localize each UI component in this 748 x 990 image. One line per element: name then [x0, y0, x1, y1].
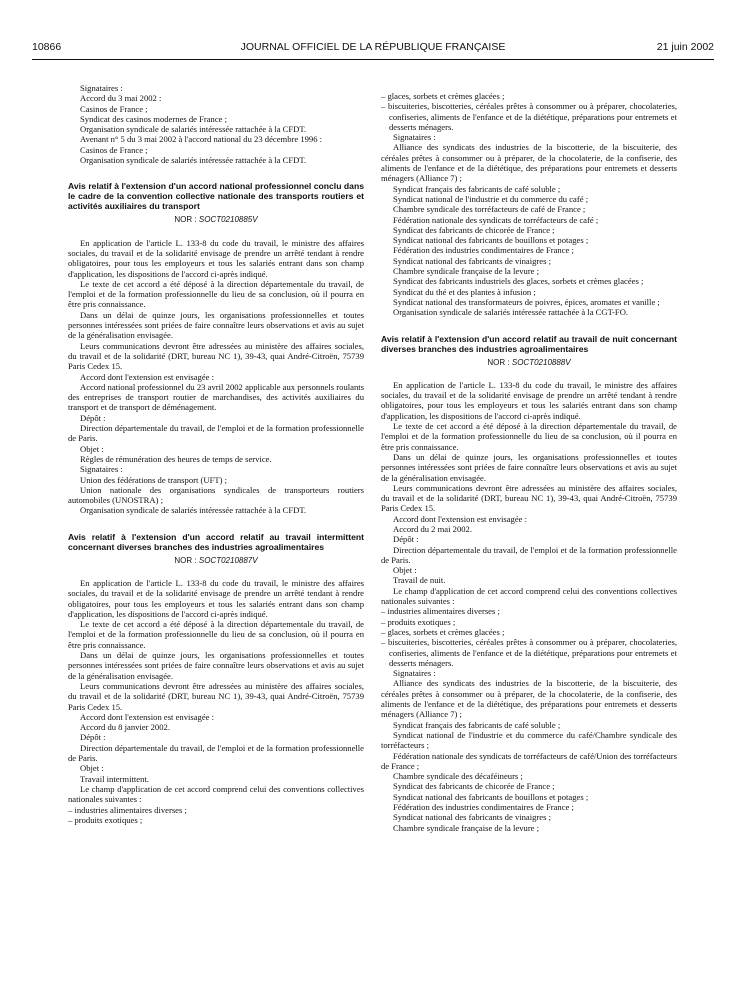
paragraph: Le texte de cet accord a été déposé à la direction départementale du travail, de l'emploi et de la formation professionnelle du lieu de sa conclusion, où il pourra en être pris connaissance. [68, 619, 364, 650]
paragraph: Avenant n° 5 du 3 mai 2002 à l'accord national du 23 décembre 1996 : [80, 134, 323, 145]
list-item: – biscuiteries, biscotteries, céréales prêtes à consommer ou à préparer, chocolateries, confiseries, aliments de l'enfance et de la diététique, préparations pour entremets et desserts ménagers. [381, 637, 677, 668]
paragraph: Accord du 3 mai 2002 : [80, 93, 162, 104]
nor-label: NOR : [487, 357, 510, 367]
paragraph: Casinos de France ; [80, 103, 148, 114]
list-item: – industries alimentaires diverses ; [381, 606, 500, 617]
nor-code: SOCT0210887V [198, 555, 258, 565]
paragraph: Syndicat national des transformateurs de poivres, épices, aromates et vanille ; [393, 296, 660, 307]
section-label: Objet : [80, 443, 104, 454]
list-item: – glaces, sorbets et crèmes glacées ; [381, 91, 505, 101]
paragraph: Syndicat français des fabricants de café soluble ; [393, 183, 561, 194]
paragraph: Accord national professionnel du 23 avril 2002 applicable aux personnels roulants des entreprises de transport routier de marchandises, des activités auxiliaires du transport et de transport de déménagement. [68, 381, 364, 413]
paragraph: Accord du 2 mai 2002. [393, 523, 472, 534]
section-label: Dépôt : [80, 412, 106, 423]
header-rule [32, 59, 714, 60]
paragraph: Fédération nationale des syndicats de torréfacteurs de café ; [393, 214, 599, 225]
nor-code: SOCT0210885V [198, 215, 258, 225]
paragraph: Organisation syndicale de salariés intéressée rattachée à la CFDT. [80, 124, 307, 135]
paragraph: Syndicat français des fabricants de café soluble ; [393, 719, 561, 730]
paragraph: Le champ d'application de cet accord comprend celui des conventions collectives nationales suivantes : [381, 585, 677, 607]
paragraph: Direction départementale du travail, de l'emploi et de la formation professionnelle de Paris. [68, 742, 364, 764]
paragraph: En application de l'article L. 133-8 du code du travail, le ministre des affaires sociales, du travail et de la solidarité envisage de prendre un arrêté tendant à rendre obligatoires, pour tous les employeurs et tous les salariés entrant dans son champ d'application, les dispositions de l'accord ci-après indiqué. [68, 237, 364, 279]
paragraph: En application de l'article L. 133-8 du code du travail, le ministre des affaires sociales, du travail et de la solidarité envisage de prendre un arrêté tendant à rendre obligatoires, pour tous les employeurs et tous les salariés entrant dans son champ d'application, les dispositions de l'accord ci-après indiqué. [381, 379, 677, 421]
notice-title: Avis relatif à l'extension d'un accord national professionnel conclu dans le cadre de la convention collective nationale des transports routiers et activités auxiliaires du transport [68, 181, 364, 212]
paragraph: Le champ d'application de cet accord comprend celui des conventions collectives nationales suivantes : [68, 783, 364, 805]
paragraph: Règles de rémunération des heures de temps de service. [80, 453, 272, 464]
nor-label: NOR : [174, 215, 197, 225]
paragraph: Le texte de cet accord a été déposé à la direction départementale du travail, de l'emploi et de la formation professionnelle du lieu de sa conclusion, où il pourra en être pris connaissance. [68, 278, 364, 310]
list-item: – biscuiteries, biscotteries, céréales prêtes à consommer ou à préparer, chocolateries, confiseries, aliments de l'enfance et de la diététique, préparations pour entremets et desserts ménagers. [381, 101, 677, 132]
section-label: Accord dont l'extension est envisagée : [80, 371, 214, 382]
paragraph: Alliance des syndicats des industries de la biscotterie, de la biscuiterie, des céréales prêtes à consommer ou à préparer, de la chocolaterie, de la confiserie, des aliments de l'enfance et de la diététique, des préparations pour entremets et desserts ménagers (Alliance 7) ; [381, 142, 677, 184]
paragraph: Signataires : [80, 83, 123, 93]
paragraph: Syndicat des casinos modernes de France ; [80, 113, 228, 124]
issue-date: 21 juin 2002 [656, 41, 714, 53]
paragraph: Organisation syndicale de salariés intéressée rattachée à la CFDT. [80, 505, 307, 516]
paragraph: Syndicat des fabricants de chicorée de France ; [393, 224, 555, 235]
paragraph: Organisation syndicale de salariés intéressée rattachée à la CGT-FO. [393, 307, 629, 318]
paragraph: Syndicat du thé et des plantes à infusion ; [393, 286, 536, 297]
list-item: – produits exotiques ; [381, 616, 456, 627]
list-item: – industries alimentaires diverses ; [68, 804, 187, 815]
paragraph: Syndicat des fabricants industriels des glaces, sorbets et crèmes glacées ; [393, 276, 644, 287]
convention-list [381, 606, 677, 668]
paragraph: Union des fédérations de transport (UFT) ; [80, 474, 228, 485]
paragraph: Syndicat national de l'industrie et du commerce du café/Chambre syndicale des torréfacteurs ; [381, 729, 677, 751]
paragraph: Travail intermittent. [80, 773, 149, 784]
signatories-block [68, 83, 364, 165]
page-header [32, 41, 714, 57]
section-label: Signataires : [393, 668, 436, 679]
convention-list [381, 91, 677, 132]
nor-reference [381, 358, 677, 368]
nor-label: NOR : [174, 555, 197, 565]
paragraph: Chambre syndicale française de la levure ; [393, 822, 540, 833]
section-label: Accord dont l'extension est envisagée : [393, 513, 527, 524]
journal-title: JOURNAL OFFICIEL DE LA RÉPUBLIQUE FRANÇAISE [240, 41, 506, 53]
paragraph: Syndicat des fabricants de chicorée de France ; [393, 781, 555, 792]
paragraph: Dans un délai de quinze jours, les organisations professionnelles et toutes personnes intéressées sont priées de faire connaître leurs observations et avis au sujet de la généralisation envisagée. [68, 309, 364, 341]
paragraph: Chambre syndicale des torréfacteurs de café de France ; [393, 204, 586, 215]
list-item: – produits exotiques ; [68, 814, 143, 825]
section-label: Signataires : [80, 464, 123, 475]
paragraph: Casinos de France ; [80, 144, 148, 155]
section-label: Signataires : [393, 132, 436, 143]
paragraph: Fédération nationale des syndicats de torréfacteurs de café/Union des torréfacteurs de France ; [381, 750, 677, 771]
paragraph: Union nationale des organisations syndicales de transporteurs routiers automobiles (UNOSTRA) ; [68, 484, 364, 506]
section-label: Accord dont l'extension est envisagée : [80, 711, 214, 722]
paragraph: Chambre syndicale des décaféineurs ; [393, 771, 523, 782]
paragraph: Leurs communications devront être adressées au ministère des affaires sociales, du travail et de la solidarité (DRT, bureau NC 1), 39-43, quai André-Citroën, 75739 Paris Cedex 15. [68, 340, 364, 372]
paragraph: Travail de nuit. [393, 575, 446, 586]
right-column [381, 91, 677, 833]
paragraph: Leurs communications devront être adressées au ministère des affaires sociales, du travail et de la solidarité (DRT, bureau NC 1), 39-43, quai André-Citroën, 75739 Paris Cedex 15. [381, 482, 677, 514]
paragraph: Accord du 8 janvier 2002. [80, 722, 170, 733]
paragraph: Syndicat national des fabricants de bouillons et potages ; [393, 791, 589, 802]
paragraph: Leurs communications devront être adressées au ministère des affaires sociales, du travail et de la solidarité (DRT, bureau NC 1), 39-43, quai André-Citroën, 75739 Paris Cedex 15. [68, 680, 364, 712]
convention-list [68, 805, 364, 826]
paragraph: Fédération des industries condimentaires de France ; [393, 245, 574, 256]
notice-title: Avis relatif à l'extension d'un accord relatif au travail de nuit concernant diverses branches des industries agroalimentaires [381, 333, 677, 354]
paragraph: Chambre syndicale française de la levure ; [393, 266, 540, 277]
paragraph: Syndicat national des fabricants de vinaigres ; [393, 255, 551, 266]
paragraph: Dans un délai de quinze jours, les organisations professionnelles et toutes personnes intéressées sont priées de faire connaître leurs observations et avis au sujet de la généralisation envisagée. [68, 650, 364, 681]
paragraph: Organisation syndicale de salariés intéressée rattachée à la CFDT. [80, 155, 307, 166]
section-label: Dépôt : [393, 534, 419, 545]
paragraph: Dans un délai de quinze jours, les organisations professionnelles et toutes personnes intéressées sont priées de faire connaître leurs observations et avis au sujet de la généralisation envisagée. [381, 451, 677, 483]
notice-title: Avis relatif à l'extension d'un accord relatif au travail intermittent concernant diverses branches des industries agroalimentaires [68, 531, 364, 552]
section-label: Objet : [393, 565, 417, 576]
section-label: Objet : [80, 763, 104, 774]
nor-reference [68, 215, 364, 225]
section-label: Dépôt : [80, 732, 106, 743]
paragraph: Syndicat national de l'industrie et du commerce du café ; [393, 193, 589, 204]
left-column [68, 83, 364, 825]
paragraph: Syndicat national des fabricants de bouillons et potages ; [393, 235, 589, 246]
paragraph: En application de l'article L. 133-8 du code du travail, le ministre des affaires sociales, du travail et de la solidarité envisage de prendre un arrêté tendant à rendre obligatoires, pour tous les employeurs et tous les salariés entrant dans son champ d'application, les dispositions de l'accord ci-après indiqué. [68, 577, 364, 619]
paragraph: Le texte de cet accord a été déposé à la direction départementale du travail, de l'emploi et de la formation professionnelle du lieu de sa conclusion, où il pourra en être pris connaissance. [381, 421, 677, 452]
paragraph: Syndicat national des fabricants de vinaigres ; [393, 812, 551, 823]
list-item: – glaces, sorbets et crèmes glacées ; [381, 626, 505, 637]
paragraph: Alliance des syndicats des industries de la biscotterie, de la biscuiterie, des céréales prêtes à consommer ou à préparer, de la chocolaterie, de la confiserie, des aliments de l'enfance et de la diététique, des préparations pour entremets et desserts ménagers (Alliance 7) ; [381, 678, 677, 720]
nor-reference [68, 556, 364, 566]
nor-code: SOCT0210888V [511, 357, 571, 367]
paragraph: Fédération des industries condimentaires de France ; [393, 802, 574, 812]
paragraph: Direction départementale du travail, de l'emploi et de la formation professionnelle de Paris. [68, 423, 364, 444]
page-number: 10866 [32, 41, 62, 53]
paragraph: Direction départementale du travail, de l'emploi et de la formation professionnelle de Paris. [381, 544, 677, 565]
